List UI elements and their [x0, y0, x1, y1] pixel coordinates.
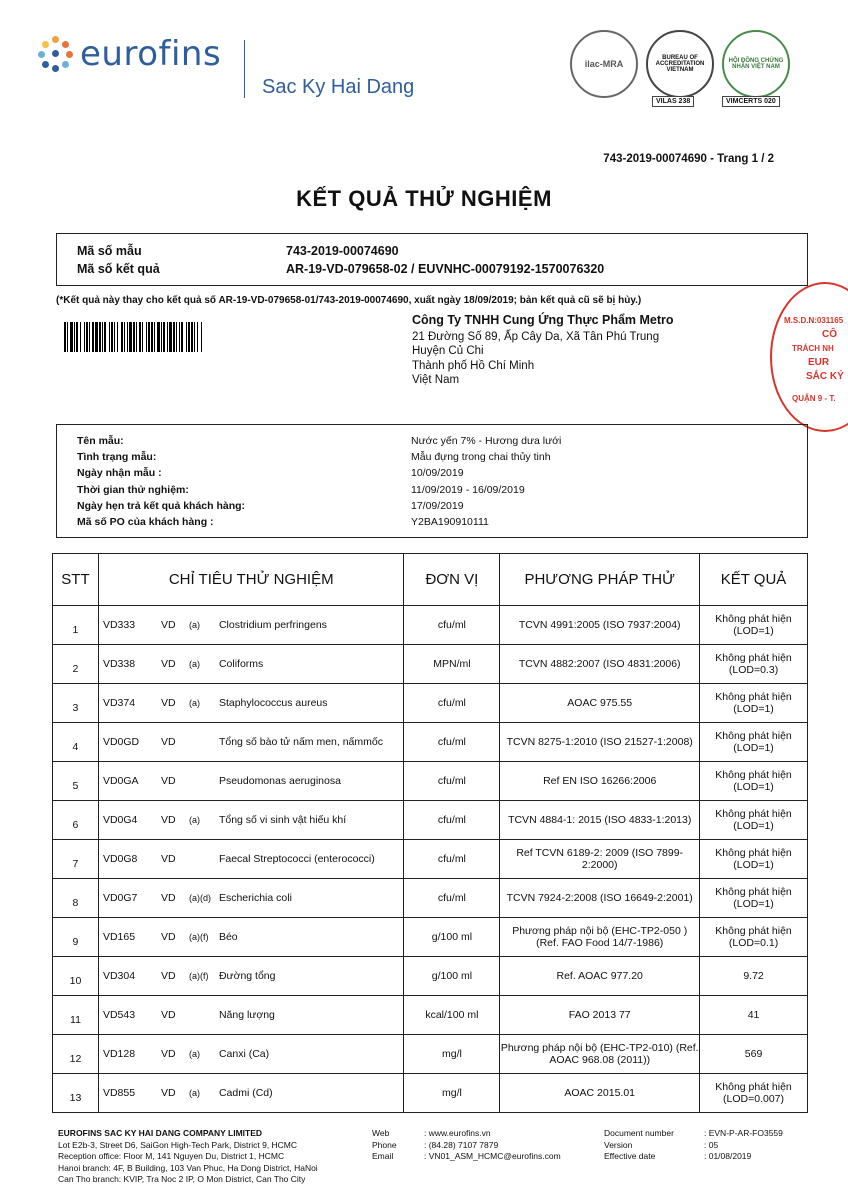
- footer-doc-labels: Document number Version Effective date: [604, 1128, 674, 1161]
- row-code: VD333: [102, 619, 136, 631]
- row-name: Tổng số bào tử nấm men, nấmmốc: [218, 736, 383, 748]
- row-unit: g/100 ml: [404, 918, 500, 957]
- row-name: Béo: [218, 931, 238, 943]
- row-name: Cadmi (Cd): [218, 1087, 273, 1099]
- col-stt: STT: [53, 554, 99, 606]
- row-stt: 8: [53, 879, 99, 918]
- eurofins-dots-icon: [38, 36, 74, 72]
- company-stamp: M.S.D.N:031165 CÔ TRÁCH NH EUR SẮC KÝ QUẬN 9 - T.: [770, 282, 848, 432]
- row-method: AOAC 2015.01: [500, 1074, 700, 1113]
- table-header: [53, 554, 808, 606]
- row-code: VD0GA: [102, 775, 139, 787]
- row-result: 41: [700, 996, 808, 1035]
- row-method: Ref. AOAC 977.20: [500, 957, 700, 996]
- row-result: Không phát hiện (LOD=1): [700, 723, 808, 762]
- table-row: [53, 684, 808, 723]
- col-method: PHƯƠNG PHÁP THỬ: [500, 554, 700, 606]
- row-code: VD0GD: [102, 736, 140, 748]
- web-link[interactable]: : www.eurofins.vn: [424, 1128, 491, 1138]
- row-unit: MPN/ml: [404, 645, 500, 684]
- logo-text: eurofins: [80, 34, 222, 74]
- row-result: 9.72: [700, 957, 808, 996]
- row-code: VD165: [102, 931, 136, 943]
- row-code: VD855: [102, 1087, 136, 1099]
- replacement-note: (*Kết quả này thay cho kết quả số AR-19-VD-079658-01/743-2019-00074690, xuất ngày 18/09/2019; bản kết quả cũ sẽ bị hủy.): [56, 295, 642, 306]
- row-flag: (a): [188, 698, 200, 708]
- client-line: 21 Đường Số 89, Ấp Cây Da, Xã Tân Phú Trung: [412, 330, 660, 343]
- row-flag: (a): [188, 659, 200, 669]
- results-table: [52, 553, 808, 1113]
- table-row: [53, 918, 808, 957]
- row-stt: 12: [53, 1035, 99, 1074]
- table-row: [53, 606, 808, 645]
- row-name: Pseudomonas aeruginosa: [218, 775, 341, 787]
- row-lab: VD: [160, 931, 176, 943]
- vilas-seal: BUREAU OF ACCREDITATION VIETNAM: [646, 30, 714, 98]
- vimcerts-label: VIMCERTS 020: [722, 96, 780, 107]
- row-parameter: [98, 996, 404, 1035]
- table-row: [53, 762, 808, 801]
- row-parameter: [98, 801, 404, 840]
- row-parameter: [98, 918, 404, 957]
- col-parameter: CHỈ TIÊU THỬ NGHIỆM: [98, 554, 404, 606]
- row-unit: kcal/100 ml: [404, 996, 500, 1035]
- result-id-value: AR-19-VD-079658-02 / EUVNHC-00079192-1570076320: [286, 262, 605, 276]
- row-method: Ref EN ISO 16266:2006: [500, 762, 700, 801]
- row-flag: (a)(f): [188, 971, 209, 981]
- table-row: [53, 801, 808, 840]
- row-unit: mg/l: [404, 1035, 500, 1074]
- row-code: VD0G7: [102, 892, 138, 904]
- sample-info-value: 10/09/2019: [411, 467, 464, 480]
- row-method: TCVN 4882:2007 (ISO 4831:2006): [500, 645, 700, 684]
- table-row: [53, 1074, 808, 1113]
- client-address: [412, 313, 674, 388]
- footer-company: EUROFINS SAC KY HAI DANG COMPANY LIMITED Lot E2b-3, Street D6, SaiGon High-Tech Park, District 9, HCMC Reception office: Floor M, 141 Nguyen Du, District 1, HCMC Hanoi branch: 4F, B Building, 103 Van Phuc, Ha Dong District, HaNoi Can Tho branch: KVIP, Tra Noc 2 IP, O Mon District, Can Tho City: [58, 1128, 318, 1184]
- row-stt: 6: [53, 801, 99, 840]
- client-line: Việt Nam: [412, 374, 460, 386]
- row-flag: (a)(f): [188, 932, 209, 942]
- footer-contact-values: : www.eurofins.vn : (84.28) 7107 7879 : VN01_ASM_HCMC@eurofins.com: [424, 1128, 561, 1161]
- row-lab: VD: [160, 619, 176, 631]
- row-result: Không phát hiện (LOD=0.007): [700, 1074, 808, 1113]
- row-stt: 9: [53, 918, 99, 957]
- row-lab: VD: [160, 1087, 176, 1099]
- accreditation-seals: [570, 30, 790, 105]
- row-code: VD338: [102, 658, 136, 670]
- table-row: [53, 645, 808, 684]
- row-result: Không phát hiện (LOD=0.1): [700, 918, 808, 957]
- row-unit: cfu/ml: [404, 723, 500, 762]
- row-stt: 13: [53, 1074, 99, 1113]
- row-lab: VD: [160, 736, 176, 748]
- row-name: Clostridium perfringens: [218, 619, 327, 631]
- row-parameter: [98, 840, 404, 879]
- row-method: Phương pháp nội bộ (EHC-TP2-010) (Ref. AOAC 968.08 (2011)): [500, 1035, 700, 1074]
- row-method: TCVN 7924-2:2008 (ISO 16649-2:2001): [500, 879, 700, 918]
- row-flag: (a): [188, 815, 200, 825]
- row-unit: cfu/ml: [404, 801, 500, 840]
- row-lab: VD: [160, 970, 176, 982]
- row-parameter: [98, 1074, 404, 1113]
- row-flag: (a): [188, 1088, 200, 1098]
- row-result: Không phát hiện (LOD=1): [700, 762, 808, 801]
- email-link[interactable]: : VN01_ASM_HCMC@eurofins.com: [424, 1151, 561, 1161]
- col-result: KẾT QUẢ: [700, 554, 808, 606]
- row-stt: 1: [53, 606, 99, 645]
- row-name: Coliforms: [218, 658, 264, 670]
- vilas-label: VILAS 238: [652, 96, 694, 107]
- client-name: Công Ty TNHH Cung Ứng Thực Phẩm Metro: [412, 313, 674, 327]
- row-method: TCVN 4884-1: 2015 (ISO 4833-1:2013): [500, 801, 700, 840]
- row-method: FAO 2013 77: [500, 996, 700, 1035]
- barcode-bar: [202, 322, 203, 352]
- sample-info-value: Y2BA190910111: [411, 516, 489, 528]
- id-box: [56, 233, 808, 286]
- row-parameter: [98, 879, 404, 918]
- row-flag: (a): [188, 1049, 200, 1059]
- row-stt: 2: [53, 645, 99, 684]
- row-name: Staphylococcus aureus: [218, 697, 328, 709]
- page-title: KẾT QUẢ THỬ NGHIỆM: [296, 186, 552, 211]
- row-unit: cfu/ml: [404, 762, 500, 801]
- result-id-label: Mã số kết quả: [77, 262, 160, 276]
- row-name: Faecal Streptococci (enterococci): [218, 853, 375, 865]
- row-name: Escherichia coli: [218, 892, 292, 904]
- logo-divider: [244, 40, 245, 98]
- row-stt: 10: [53, 957, 99, 996]
- row-stt: 4: [53, 723, 99, 762]
- row-name: Đường tổng: [218, 970, 276, 982]
- row-name: Tổng số vi sinh vật hiếu khí: [218, 814, 347, 826]
- row-lab: VD: [160, 814, 176, 826]
- sample-info-value: 11/09/2019 - 16/09/2019: [411, 483, 525, 496]
- sample-info-label: Tình trạng mẫu:: [77, 451, 157, 464]
- row-lab: VD: [160, 1009, 176, 1021]
- client-line: Thành phố Hồ Chí Minh: [412, 359, 535, 372]
- row-unit: cfu/ml: [404, 606, 500, 645]
- row-stt: 3: [53, 684, 99, 723]
- row-method: TCVN 8275-1:2010 (ISO 21527-1:2008): [500, 723, 700, 762]
- row-code: VD0G8: [102, 853, 138, 865]
- row-stt: 7: [53, 840, 99, 879]
- row-unit: cfu/ml: [404, 840, 500, 879]
- row-unit: cfu/ml: [404, 684, 500, 723]
- row-code: VD0G4: [102, 814, 138, 826]
- row-lab: VD: [160, 1048, 176, 1060]
- sample-info-value: Nước yến 7% - Hương dưa lưới: [411, 435, 562, 447]
- table-row: [53, 996, 808, 1035]
- footer-contact-labels: Web Phone Email: [372, 1128, 397, 1161]
- row-parameter: [98, 606, 404, 645]
- row-result: Không phát hiện (LOD=0.3): [700, 645, 808, 684]
- row-parameter: [98, 645, 404, 684]
- row-lab: VD: [160, 892, 176, 904]
- row-lab: VD: [160, 697, 176, 709]
- row-code: VD128: [102, 1048, 136, 1060]
- sample-id-label: Mã số mẫu: [77, 244, 142, 258]
- row-lab: VD: [160, 775, 176, 787]
- report-number: 743-2019-00074690 - Trang 1 / 2: [603, 153, 774, 165]
- row-flag: (a)(d): [188, 893, 211, 903]
- footer-doc-values: : EVN-P-AR-FO3559 : 05 : 01/08/2019: [704, 1128, 783, 1161]
- table-row: [53, 879, 808, 918]
- table-row: [53, 1035, 808, 1074]
- eurofins-logo: [38, 34, 221, 74]
- row-code: VD543: [102, 1009, 136, 1021]
- row-unit: cfu/ml: [404, 879, 500, 918]
- row-code: VD374: [102, 697, 136, 709]
- row-result: Không phát hiện (LOD=1): [700, 879, 808, 918]
- row-result: Không phát hiện (LOD=1): [700, 840, 808, 879]
- sample-info-label: Thời gian thử nghiệm:: [77, 483, 189, 496]
- row-unit: g/100 ml: [404, 957, 500, 996]
- row-parameter: [98, 957, 404, 996]
- row-parameter: [98, 762, 404, 801]
- row-stt: 11: [53, 996, 99, 1035]
- table-row: [53, 723, 808, 762]
- sample-info-value: 17/09/2019: [411, 499, 464, 512]
- sample-info-label: Tên mẫu:: [77, 435, 124, 447]
- company-subtitle: Sac Ky Hai Dang: [262, 76, 415, 98]
- row-parameter: [98, 1035, 404, 1074]
- row-result: Không phát hiện (LOD=1): [700, 801, 808, 840]
- row-parameter: [98, 684, 404, 723]
- sample-info-box: [56, 424, 808, 538]
- row-method: AOAC 975.55: [500, 684, 700, 723]
- col-unit: ĐƠN VỊ: [404, 554, 500, 606]
- sample-info-value: Mẫu đựng trong chai thủy tinh: [411, 451, 551, 464]
- table-row: [53, 840, 808, 879]
- row-name: Canxi (Ca): [218, 1048, 270, 1060]
- sample-id-value: 743-2019-00074690: [286, 244, 399, 258]
- barcode: [64, 322, 338, 352]
- sample-info-label: Ngày nhận mẫu :: [77, 467, 162, 480]
- row-flag: (a): [188, 620, 200, 630]
- row-lab: VD: [160, 658, 176, 670]
- ilac-seal: ilac-MRA: [570, 30, 638, 98]
- sample-info-label: Ngày hẹn trả kết quả khách hàng:: [77, 499, 246, 512]
- row-name: Năng lượng: [218, 1009, 275, 1021]
- row-result: Không phát hiện (LOD=1): [700, 684, 808, 723]
- table-row: [53, 957, 808, 996]
- row-unit: mg/l: [404, 1074, 500, 1113]
- row-result: Không phát hiện (LOD=1): [700, 606, 808, 645]
- vimcerts-seal: HỘI ĐỒNG CHỨNG NHẬN VIỆT NAM: [722, 30, 790, 98]
- row-method: Ref TCVN 6189-2: 2009 (ISO 7899-2:2000): [500, 840, 700, 879]
- sample-info-label: Mã số PO của khách hàng :: [77, 516, 214, 528]
- row-stt: 5: [53, 762, 99, 801]
- client-line: Huyện Củ Chi: [412, 345, 484, 357]
- row-method: TCVN 4991:2005 (ISO 7937:2004): [500, 606, 700, 645]
- row-parameter: [98, 723, 404, 762]
- row-lab: VD: [160, 853, 176, 865]
- row-code: VD304: [102, 970, 136, 982]
- row-result: 569: [700, 1035, 808, 1074]
- row-method: Phương pháp nội bộ (EHC-TP2-050 ) (Ref. FAO Food 14/7-1986): [500, 918, 700, 957]
